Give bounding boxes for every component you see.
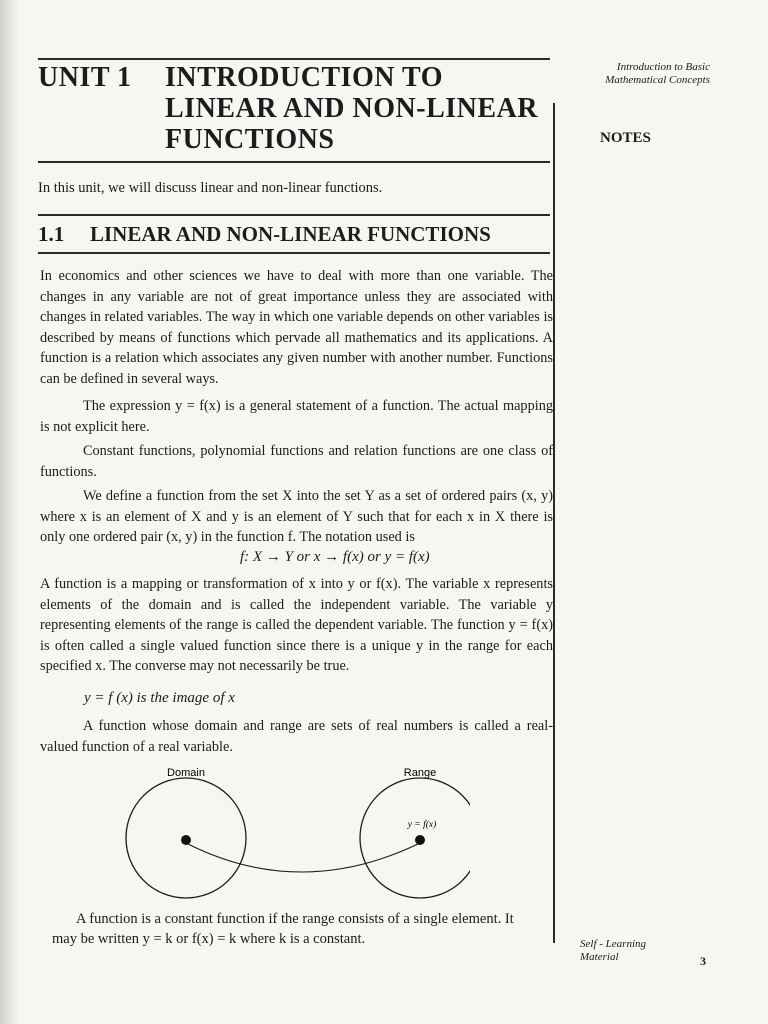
page-binding-shadow — [0, 0, 20, 1024]
notation-formula: f: X → Y or x → f(x) or y = f(x) — [240, 549, 430, 565]
paragraph-define-function: We define a function from the set X into the set Y as a set of ordered pairs (x, y) where x is an element of X and y is an element of Y such that for each x in X there is only one ordered pair (x, y) in the function f. The notation used is — [40, 488, 553, 545]
unit-title-line-1: INTRODUCTION TO — [165, 62, 443, 93]
paragraph-functions-intro: In economics and other sciences we have to deal with more than one variable. The changes in any variable are not of great importance unless they are associated with changes in related variables. The way in which one variable depends on other variables is described by means of functions which pervade all mathematics and its applications. A function is a relation which associates any given number with another number. Functions can be defined in several ways. — [40, 268, 553, 387]
running-header — [560, 61, 710, 87]
section-number: 1.1 — [38, 222, 65, 246]
running-footer-line-1: Self - Learning — [580, 938, 646, 950]
section-bottom-rule — [38, 252, 550, 254]
running-header-line-2: Mathematical Concepts — [605, 74, 710, 86]
notes-label: NOTES — [600, 130, 651, 146]
mapping-label: y = f(x) — [407, 820, 437, 830]
paragraph-constant-functions: Constant functions, polynomial functions and relation functions are one class of functions. — [40, 443, 553, 480]
margin-vertical-rule — [553, 103, 555, 943]
paragraph-mapping: A function is a mapping or transformation of x into y or f(x). The variable x represents elements of the domain and is called the independent variable. The variable y representing elements of the range is called the dependent variable. The function y = f(x) is often called a single valued function since there is a unique y in the range for each specified x. The converse may not necessarily be true. — [40, 576, 553, 674]
unit-label: UNIT 1 — [38, 62, 132, 93]
paragraph-expression: The expression y = f(x) is a general statement of a function. The actual mapping is not explicit here. — [40, 398, 553, 435]
mapping-arc — [188, 844, 418, 872]
constant-function-line-2: may be written y = k or f(x) = k where k is a constant. — [52, 931, 366, 947]
body-paragraph-5 — [40, 574, 553, 677]
body-paragraph-2 — [40, 396, 553, 437]
page-number: 3 — [700, 954, 706, 968]
unit-title-line-2: LINEAR AND NON-LINEAR — [165, 93, 538, 124]
running-footer — [580, 938, 646, 964]
range-point — [415, 835, 425, 845]
range-label: Range — [403, 767, 437, 779]
image-statement: y = f (x) is the image of x — [84, 690, 235, 706]
top-rule — [38, 58, 550, 60]
section-top-rule — [38, 214, 550, 216]
intro-text: In this unit, we will discuss linear and non-linear functions. — [38, 180, 383, 196]
range-circle — [360, 778, 470, 898]
constant-function-line-1: A function is a constant function if the range consists of a single element. It — [76, 911, 514, 927]
running-header-line-1: Introduction to Basic — [616, 61, 710, 73]
title-bottom-rule — [38, 161, 550, 163]
unit-title — [165, 62, 538, 155]
running-footer-line-2: Material — [580, 951, 619, 963]
body-paragraph-4 — [40, 486, 553, 548]
domain-label: Domain — [167, 767, 205, 779]
domain-point — [181, 835, 191, 845]
section-title: LINEAR AND NON-LINEAR FUNCTIONS — [90, 222, 491, 246]
body-paragraph-6 — [40, 716, 553, 757]
unit-title-line-3: FUNCTIONS — [165, 124, 335, 155]
domain-range-diagram — [110, 760, 470, 900]
paragraph-real-valued: A function whose domain and range are sets of real numbers is called a real-valued function of a real variable. — [40, 718, 553, 755]
constant-function-paragraph — [52, 909, 557, 949]
body-paragraph-1 — [40, 266, 553, 389]
body-paragraph-3 — [40, 441, 553, 482]
